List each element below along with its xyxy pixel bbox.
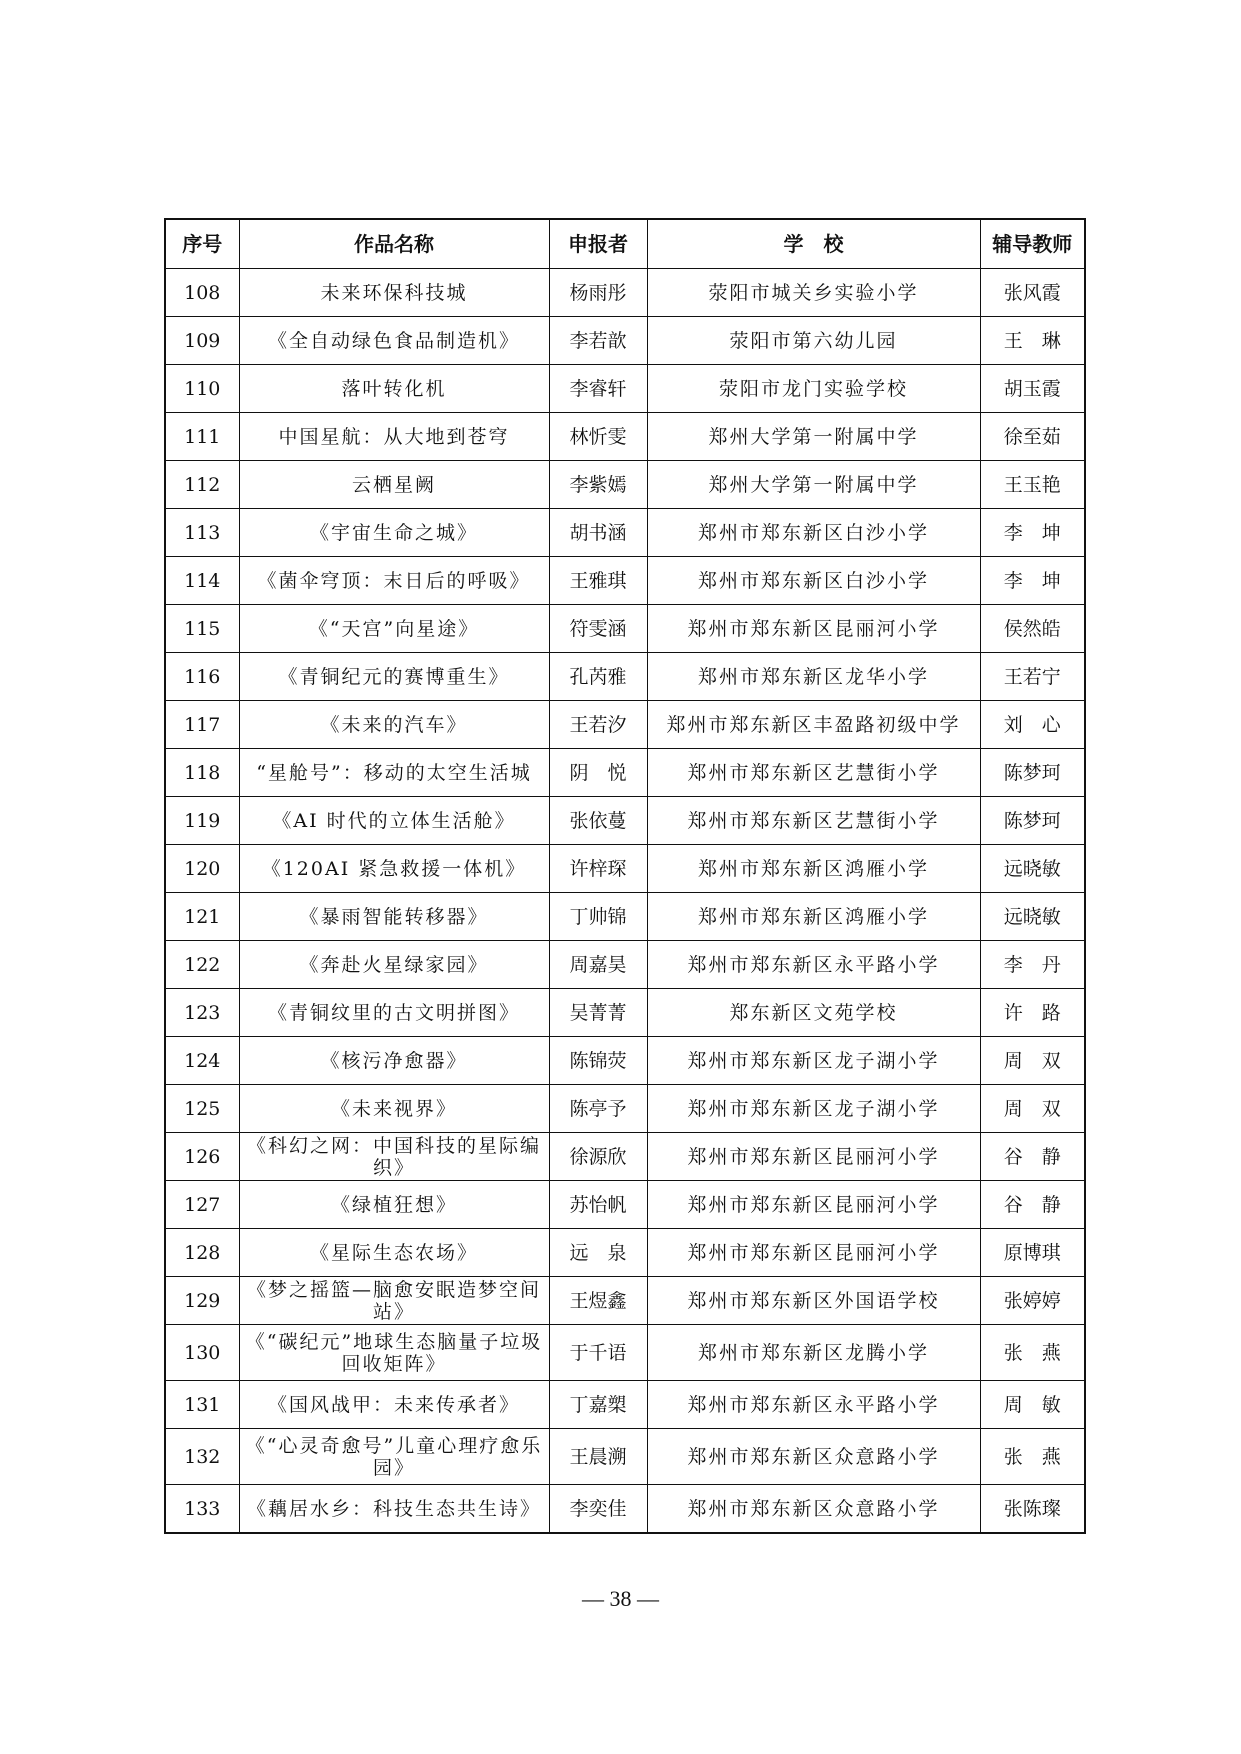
table-row xyxy=(165,317,1085,365)
cell-applicant: 吴菁菁 xyxy=(549,989,647,1037)
cell-no: 129 xyxy=(165,1277,239,1325)
cell-no: 130 xyxy=(165,1325,239,1381)
table-row xyxy=(165,1485,1085,1534)
cell-school: 郑州市郑东新区龙腾小学 xyxy=(647,1325,980,1381)
cell-no: 123 xyxy=(165,989,239,1037)
cell-title: 《星际生态农场》 xyxy=(239,1229,549,1277)
cell-teacher: 远晓敏 xyxy=(980,845,1085,893)
cell-title: 《奔赴火星绿家园》 xyxy=(239,941,549,989)
cell-no: 109 xyxy=(165,317,239,365)
cell-applicant: 符雯涵 xyxy=(549,605,647,653)
cell-no: 113 xyxy=(165,509,239,557)
cell-school: 荥阳市第六幼儿园 xyxy=(647,317,980,365)
cell-title: 《青铜纹里的古文明拼图》 xyxy=(239,989,549,1037)
cell-teacher: 王若宁 xyxy=(980,653,1085,701)
table-row xyxy=(165,1325,1085,1381)
cell-title: 《“天宫”向星途》 xyxy=(239,605,549,653)
cell-applicant: 于千语 xyxy=(549,1325,647,1381)
cell-no: 118 xyxy=(165,749,239,797)
table-body xyxy=(165,269,1085,1534)
table-row xyxy=(165,413,1085,461)
table-row xyxy=(165,941,1085,989)
cell-school: 郑州市郑东新区昆丽河小学 xyxy=(647,605,980,653)
table-row xyxy=(165,1181,1085,1229)
cell-school: 郑州市郑东新区白沙小学 xyxy=(647,557,980,605)
cell-school: 郑州市郑东新区龙子湖小学 xyxy=(647,1085,980,1133)
cell-teacher: 王 琳 xyxy=(980,317,1085,365)
cell-applicant: 王晨溯 xyxy=(549,1429,647,1485)
cell-title: 《藕居水乡：科技生态共生诗》 xyxy=(239,1485,549,1534)
cell-applicant: 杨雨彤 xyxy=(549,269,647,317)
cell-title: 《核污净愈器》 xyxy=(239,1037,549,1085)
cell-no: 122 xyxy=(165,941,239,989)
cell-title: 《AI 时代的立体生活舱》 xyxy=(239,797,549,845)
cell-school: 郑州市郑东新区白沙小学 xyxy=(647,509,980,557)
cell-school: 郑州市郑东新区众意路小学 xyxy=(647,1429,980,1485)
cell-school: 郑州市郑东新区鸿雁小学 xyxy=(647,845,980,893)
cell-title: 中国星航：从大地到苍穹 xyxy=(239,413,549,461)
table-row xyxy=(165,1381,1085,1429)
header-teacher: 辅导教师 xyxy=(980,219,1085,269)
cell-no: 117 xyxy=(165,701,239,749)
cell-applicant: 周嘉昊 xyxy=(549,941,647,989)
cell-school: 郑州市郑东新区昆丽河小学 xyxy=(647,1229,980,1277)
table-row xyxy=(165,701,1085,749)
cell-applicant: 李奕佳 xyxy=(549,1485,647,1534)
cell-school: 郑州大学第一附属中学 xyxy=(647,461,980,509)
cell-teacher: 李 丹 xyxy=(980,941,1085,989)
cell-teacher: 徐至茹 xyxy=(980,413,1085,461)
cell-applicant: 远 泉 xyxy=(549,1229,647,1277)
cell-applicant: 王雅琪 xyxy=(549,557,647,605)
cell-teacher: 张风霞 xyxy=(980,269,1085,317)
cell-no: 116 xyxy=(165,653,239,701)
cell-teacher: 周 双 xyxy=(980,1037,1085,1085)
cell-title: 《“心灵奇愈号”儿童心理疗愈乐园》 xyxy=(239,1429,549,1485)
cell-no: 131 xyxy=(165,1381,239,1429)
cell-title: 《全自动绿色食品制造机》 xyxy=(239,317,549,365)
cell-applicant: 李紫嫣 xyxy=(549,461,647,509)
cell-applicant: 王煜鑫 xyxy=(549,1277,647,1325)
cell-no: 133 xyxy=(165,1485,239,1534)
cell-title: “星舱号”：移动的太空生活城 xyxy=(239,749,549,797)
cell-no: 108 xyxy=(165,269,239,317)
cell-title: 《未来的汽车》 xyxy=(239,701,549,749)
cell-applicant: 苏怡帆 xyxy=(549,1181,647,1229)
table-row xyxy=(165,845,1085,893)
cell-school: 郑州市郑东新区永平路小学 xyxy=(647,1381,980,1429)
header-title: 作品名称 xyxy=(239,219,549,269)
cell-school: 郑州市郑东新区艺慧街小学 xyxy=(647,749,980,797)
table-header-row xyxy=(165,219,1085,269)
cell-teacher: 侯然皓 xyxy=(980,605,1085,653)
cell-teacher: 许 路 xyxy=(980,989,1085,1037)
cell-applicant: 林忻雯 xyxy=(549,413,647,461)
cell-no: 121 xyxy=(165,893,239,941)
cell-applicant: 张依蔓 xyxy=(549,797,647,845)
cell-no: 115 xyxy=(165,605,239,653)
table-row xyxy=(165,269,1085,317)
cell-applicant: 孔芮雅 xyxy=(549,653,647,701)
table-row xyxy=(165,509,1085,557)
cell-title: 《梦之摇篮—脑愈安眠造梦空间站》 xyxy=(239,1277,549,1325)
cell-school: 郑州市郑东新区众意路小学 xyxy=(647,1485,980,1534)
cell-no: 110 xyxy=(165,365,239,413)
cell-school: 郑东新区文苑学校 xyxy=(647,989,980,1037)
table-row xyxy=(165,461,1085,509)
cell-teacher: 李 坤 xyxy=(980,557,1085,605)
cell-school: 郑州大学第一附属中学 xyxy=(647,413,980,461)
cell-no: 111 xyxy=(165,413,239,461)
cell-applicant: 王若汐 xyxy=(549,701,647,749)
cell-no: 128 xyxy=(165,1229,239,1277)
table-row xyxy=(165,1037,1085,1085)
cell-no: 124 xyxy=(165,1037,239,1085)
cell-applicant: 丁嘉槊 xyxy=(549,1381,647,1429)
table-row xyxy=(165,749,1085,797)
cell-applicant: 李睿轩 xyxy=(549,365,647,413)
cell-teacher: 王玉艳 xyxy=(980,461,1085,509)
cell-teacher: 谷 静 xyxy=(980,1181,1085,1229)
cell-school: 郑州市郑东新区龙华小学 xyxy=(647,653,980,701)
table-row xyxy=(165,653,1085,701)
page-number: — 38 — xyxy=(582,1586,659,1611)
cell-school: 郑州市郑东新区昆丽河小学 xyxy=(647,1133,980,1181)
cell-applicant: 许梓琛 xyxy=(549,845,647,893)
cell-school: 郑州市郑东新区永平路小学 xyxy=(647,941,980,989)
table-row xyxy=(165,1229,1085,1277)
cell-teacher: 张婷婷 xyxy=(980,1277,1085,1325)
cell-no: 112 xyxy=(165,461,239,509)
cell-school: 郑州市郑东新区丰盈路初级中学 xyxy=(647,701,980,749)
table-row xyxy=(165,365,1085,413)
cell-school: 郑州市郑东新区龙子湖小学 xyxy=(647,1037,980,1085)
cell-teacher: 远晓敏 xyxy=(980,893,1085,941)
cell-title: 《120AI 紧急救援一体机》 xyxy=(239,845,549,893)
cell-title: 《宇宙生命之城》 xyxy=(239,509,549,557)
cell-applicant: 徐源欣 xyxy=(549,1133,647,1181)
cell-applicant: 陈锦荧 xyxy=(549,1037,647,1085)
cell-teacher: 原博琪 xyxy=(980,1229,1085,1277)
cell-applicant: 阴 悦 xyxy=(549,749,647,797)
table-row xyxy=(165,893,1085,941)
cell-teacher: 刘 心 xyxy=(980,701,1085,749)
cell-applicant: 陈亭予 xyxy=(549,1085,647,1133)
cell-school: 郑州市郑东新区外国语学校 xyxy=(647,1277,980,1325)
cell-no: 127 xyxy=(165,1181,239,1229)
cell-teacher: 胡玉霞 xyxy=(980,365,1085,413)
cell-title: 《青铜纪元的赛博重生》 xyxy=(239,653,549,701)
table-row xyxy=(165,605,1085,653)
cell-no: 114 xyxy=(165,557,239,605)
table-row xyxy=(165,1277,1085,1325)
cell-teacher: 张 燕 xyxy=(980,1325,1085,1381)
cell-title: 云栖星阙 xyxy=(239,461,549,509)
table-row xyxy=(165,989,1085,1037)
award-list-table xyxy=(164,218,1086,1534)
cell-title: 《国风战甲：未来传承者》 xyxy=(239,1381,549,1429)
cell-teacher: 张陈璨 xyxy=(980,1485,1085,1534)
cell-teacher: 周 双 xyxy=(980,1085,1085,1133)
cell-teacher: 陈梦珂 xyxy=(980,749,1085,797)
cell-school: 荥阳市龙门实验学校 xyxy=(647,365,980,413)
cell-teacher: 谷 静 xyxy=(980,1133,1085,1181)
cell-title: 《暴雨智能转移器》 xyxy=(239,893,549,941)
cell-no: 132 xyxy=(165,1429,239,1485)
cell-teacher: 陈梦珂 xyxy=(980,797,1085,845)
table-row xyxy=(165,1085,1085,1133)
header-no: 序号 xyxy=(165,219,239,269)
cell-title: 《绿植狂想》 xyxy=(239,1181,549,1229)
cell-teacher: 张 燕 xyxy=(980,1429,1085,1485)
cell-applicant: 胡书涵 xyxy=(549,509,647,557)
cell-school: 郑州市郑东新区昆丽河小学 xyxy=(647,1181,980,1229)
cell-no: 125 xyxy=(165,1085,239,1133)
table-row xyxy=(165,797,1085,845)
cell-no: 119 xyxy=(165,797,239,845)
cell-title: 《未来视界》 xyxy=(239,1085,549,1133)
cell-no: 126 xyxy=(165,1133,239,1181)
table-row xyxy=(165,557,1085,605)
cell-teacher: 周 敏 xyxy=(980,1381,1085,1429)
header-applicant: 申报者 xyxy=(549,219,647,269)
cell-title: 《“碳纪元”地球生态脑量子垃圾回收矩阵》 xyxy=(239,1325,549,1381)
cell-title: 落叶转化机 xyxy=(239,365,549,413)
cell-school: 荥阳市城关乡实验小学 xyxy=(647,269,980,317)
table-row xyxy=(165,1133,1085,1181)
cell-title: 《菌伞穹顶：末日后的呼吸》 xyxy=(239,557,549,605)
cell-title: 未来环保科技城 xyxy=(239,269,549,317)
cell-teacher: 李 坤 xyxy=(980,509,1085,557)
cell-applicant: 丁帅锦 xyxy=(549,893,647,941)
cell-school: 郑州市郑东新区艺慧街小学 xyxy=(647,797,980,845)
header-school: 学 校 xyxy=(647,219,980,269)
cell-applicant: 李若歆 xyxy=(549,317,647,365)
cell-title: 《科幻之网：中国科技的星际编织》 xyxy=(239,1133,549,1181)
cell-school: 郑州市郑东新区鸿雁小学 xyxy=(647,893,980,941)
cell-no: 120 xyxy=(165,845,239,893)
table-row xyxy=(165,1429,1085,1485)
